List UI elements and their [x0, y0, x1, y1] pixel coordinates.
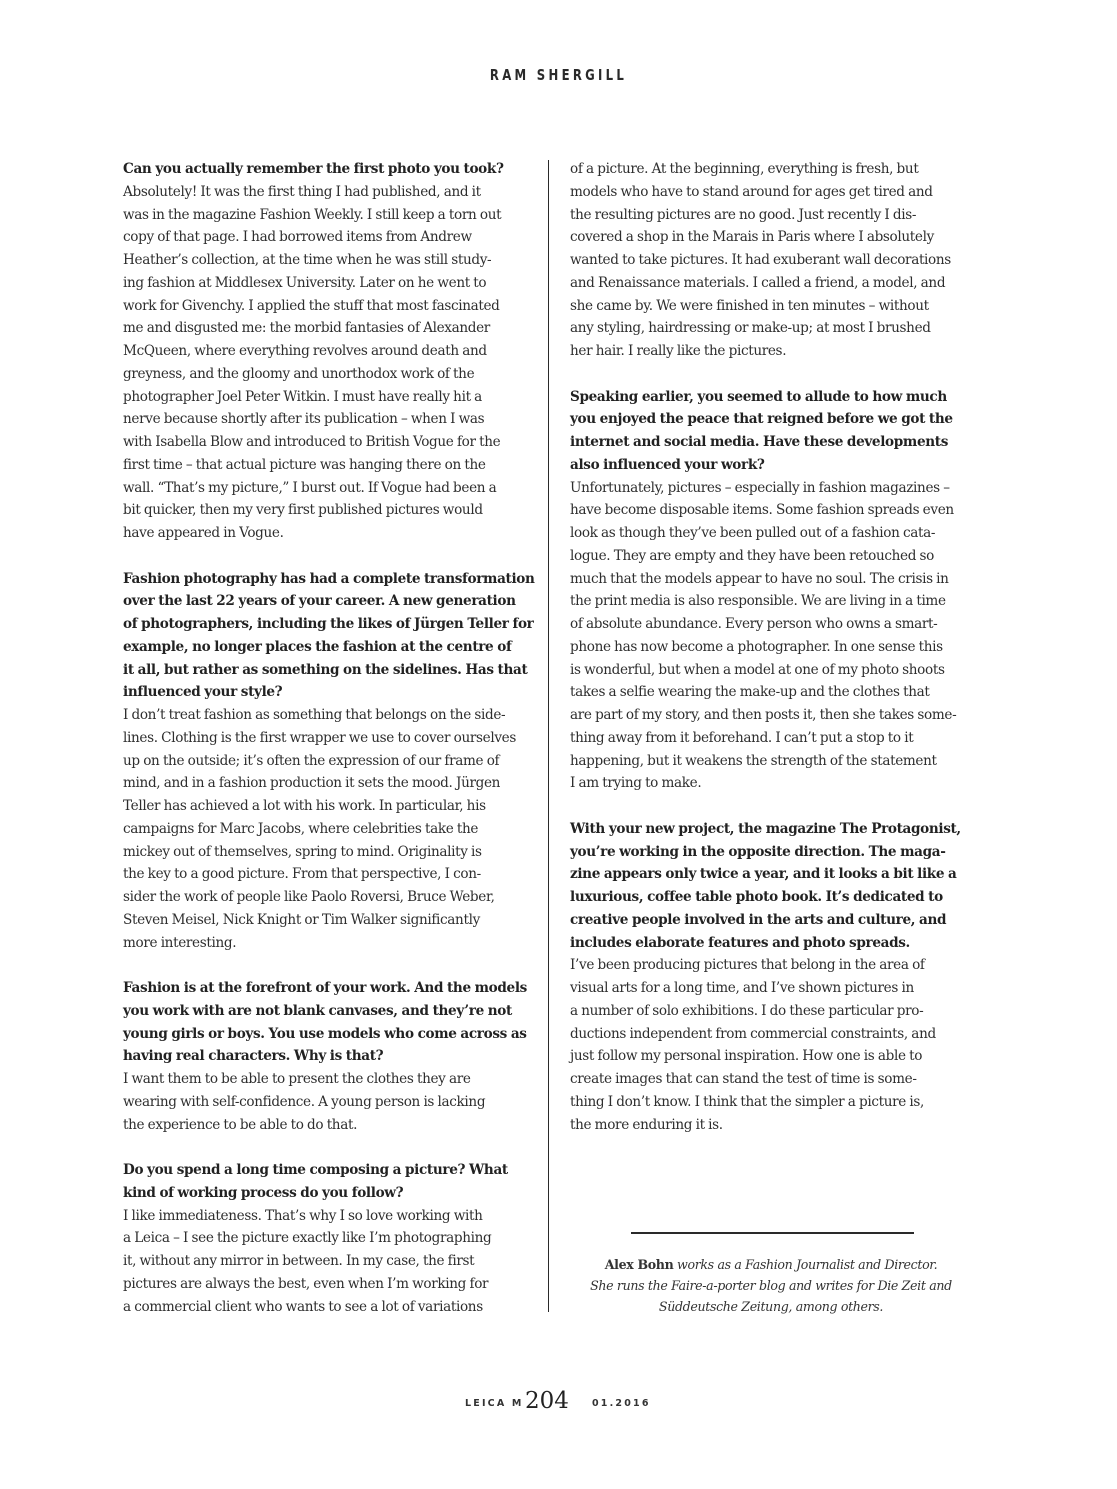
answer-line: visual arts for a long time, and I’ve shown pictures in [570, 980, 914, 996]
answer-line: happening, but it weakens the strength of the statement [570, 752, 937, 769]
answer-line: copy of that page. I had borrowed items from Andrew [123, 229, 472, 246]
footer-issue: 01.2016 [592, 1398, 651, 1409]
answer-line: thing away from it beforehand. I can’t put a stop to it [570, 729, 914, 746]
answer-line: the key to a good picture. From that perspective, I con- [123, 866, 481, 883]
answer-line: models who have to stand around for ages get tired and [570, 183, 933, 200]
question-line: luxurious, coffee table photo book. It’s dedicated to [570, 889, 943, 905]
answer-line: Teller has achieved a lot with his work. In particular, his [123, 798, 486, 814]
answer-line: wearing with self-confidence. A young person is lacking [123, 1093, 486, 1110]
answer-line: greyness, and the gloomy and unorthodox work of the [123, 365, 475, 382]
question-line: With your new project, the magazine The Protagonist, [570, 820, 961, 837]
question-line: over the last 22 years of your career. A new generation [123, 593, 516, 610]
answer-line: Unfortunately, pictures – especially in fashion magazines – [570, 479, 950, 496]
interview-question [570, 818, 976, 955]
answer-line: the experience to be able to do that. [123, 1116, 358, 1133]
column-divider [548, 160, 549, 1312]
answer-line: she came by. We were finished in ten minutes – without [570, 297, 929, 314]
answer-line: first time – that actual picture was hanging there on the [123, 456, 486, 473]
interview-question [123, 158, 529, 181]
bio-author-name: Alex Bohn [604, 1257, 674, 1272]
question-line: young girls or boys. You use models who come across as [123, 1025, 527, 1042]
answer-line: I don’t treat fashion as something that belongs on the side- [123, 707, 506, 723]
interview-question [123, 568, 535, 705]
question-line: you’re working in the opposite direction. The maga- [570, 843, 946, 860]
answer-line: takes a selfie wearing the make-up and the clothes that [570, 684, 930, 701]
bio-line-3: Süddeutsche Zeitung, among others. [658, 1299, 884, 1314]
interview-block [570, 386, 976, 796]
question-line: zine appears only twice a year, and it looks a bit like a [570, 866, 957, 883]
question-line: internet and social media. Have these developments [570, 434, 949, 450]
interview-block [570, 158, 976, 363]
answer-line: was in the magazine Fashion Weekly. I still keep a torn out [123, 206, 502, 223]
answer-line: pictures are always the best, even when I’m working for [123, 1275, 489, 1292]
bio-divider [631, 1232, 914, 1234]
question-line: creative people involved in the arts and culture, and [570, 911, 947, 928]
answer-line: her hair. I really like the pictures. [570, 343, 787, 359]
answer-line: mind, and in a fashion production it sets the mood. Jürgen [123, 775, 501, 792]
running-head-title: RAM SHERGILL [489, 66, 628, 84]
interview-question [123, 1159, 529, 1205]
question-line: includes elaborate features and photo spreads. [570, 934, 910, 951]
answer-line: I want them to be able to present the clothes they are [123, 1071, 471, 1087]
answer-line: ing fashion at Middlesex University. Later on he went to [123, 274, 487, 291]
answer-line: a Leica – I see the picture exactly like I’m photographing [123, 1230, 492, 1247]
answer-line: Heather’s collection, at the time when he was still study- [123, 252, 492, 268]
answer-line: much that the models appear to have no soul. The crisis in [570, 570, 949, 587]
question-line: kind of working process do you follow? [123, 1184, 404, 1201]
question-line: you enjoyed the peace that reigned before we got the [570, 411, 953, 428]
answer-line: sider the work of people like Paolo Roversi, Bruce Weber, [123, 889, 495, 905]
answer-line: I am trying to make. [570, 775, 702, 792]
interview-question [570, 386, 976, 477]
question-line: Fashion photography has had a complete transformation [123, 570, 535, 587]
bio-text: works as a Fashion Journalist and Director. [673, 1257, 938, 1272]
question-line: you work with are not blank canvases, and they’re not [123, 1002, 512, 1019]
answer-line: thing I don’t know. I think that the simpler a picture is, [570, 1093, 925, 1110]
page-number: 204 [525, 1388, 569, 1414]
interview-answer [123, 181, 529, 545]
answer-line: any styling, hairdressing or make-up; at most I brushed [570, 320, 931, 337]
answer-line: the print media is also responsible. We are living in a time [570, 593, 946, 610]
answer-line: logue. They are empty and they have been retouched so [570, 547, 935, 564]
answer-line: have appeared in Vogue. [123, 525, 284, 541]
interview-block [123, 568, 535, 955]
answer-line: mickey out of themselves, spring to mind. Originality is [123, 843, 482, 860]
answer-line: Absolutely! It was the first thing I had published, and it [123, 183, 481, 200]
answer-line: phone has now become a photographer. In one sense this [570, 638, 943, 655]
interview-answer [570, 158, 976, 363]
answer-line: with Isabella Blow and introduced to British Vogue for the [123, 434, 501, 450]
interview-answer [570, 954, 976, 1136]
answer-line: Steven Meisel, Nick Knight or Tim Walker significantly [123, 911, 480, 928]
interview-answer [123, 704, 529, 954]
question-line: Can you actually remember the first photo you took? [123, 161, 504, 177]
answer-line: and Renaissance materials. I called a friend, a model, and [570, 274, 946, 291]
answer-line: of a picture. At the beginning, everything is fresh, but [570, 161, 919, 177]
answer-line: lines. Clothing is the first wrapper we use to cover ourselves [123, 729, 516, 746]
answer-line: wall. “That’s my picture,” I burst out. If Vogue had been a [123, 479, 497, 496]
question-line: also influenced your work? [570, 456, 765, 473]
interview-block [123, 158, 529, 545]
answer-line: the more enduring it is. [570, 1116, 723, 1133]
answer-line: wanted to take pictures. It had exuberant wall decorations [570, 252, 951, 268]
bio-line-1 [570, 1254, 972, 1275]
interview-answer [123, 1068, 529, 1136]
answer-line: a number of solo exhibitions. I do these particular pro- [570, 1002, 924, 1019]
answer-line: covered a shop in the Marais in Paris where I absolutely [570, 229, 934, 246]
interview-answer [570, 477, 976, 796]
interview-block [123, 977, 529, 1136]
answer-line: I like immediateness. That’s why I so love working with [123, 1207, 483, 1224]
answer-line: up on the outside; it’s often the expression of our frame of [123, 752, 500, 769]
answer-line: it, without any mirror in between. In my case, the first [123, 1253, 475, 1269]
answer-line: a commercial client who wants to see a lot of variations [123, 1298, 483, 1315]
interview-block [123, 1159, 529, 1318]
footer-magazine-name: LEICA M [465, 1398, 524, 1409]
answer-line: of absolute abundance. Every person who owns a smart- [570, 616, 938, 632]
question-line: Do you spend a long time composing a picture? What [123, 1162, 508, 1178]
question-line: having real characters. Why is that? [123, 1048, 384, 1065]
question-line: Speaking earlier, you seemed to allude to how much [570, 388, 947, 405]
question-line: Fashion is at the forefront of your work. And the models [123, 980, 527, 996]
question-line: influenced your style? [123, 684, 283, 701]
left-column [123, 158, 535, 1341]
answer-line: ductions independent from commercial constraints, and [570, 1025, 936, 1042]
answer-line: photographer Joel Peter Witkin. I must have really hit a [123, 388, 482, 405]
question-line: example, no longer places the fashion at the centre of [123, 638, 512, 655]
answer-line: the resulting pictures are no good. Just recently I dis- [570, 206, 917, 223]
answer-line: create images that can stand the test of time is some- [570, 1071, 917, 1087]
answer-line: are part of my story, and then posts it, then she takes some- [570, 707, 957, 723]
answer-line: have become disposable items. Some fashion spreads even [570, 502, 954, 519]
answer-line: I’ve been producing pictures that belong in the area of [570, 957, 925, 974]
question-line: it all, but rather as something on the sidelines. Has that [123, 661, 528, 678]
bio-line-2: She runs the Faire-a-porter blog and writes for Die Zeit and [590, 1278, 952, 1293]
answer-line: campaigns for Marc Jacobs, where celebrities take the [123, 820, 479, 837]
author-bio [570, 1254, 972, 1317]
answer-line: work for Givenchy. I applied the stuff that most fascinated [123, 297, 500, 314]
right-column [570, 158, 976, 1159]
answer-line: me and disgusted me: the morbid fantasies of Alexander [123, 320, 490, 337]
answer-line: just follow my personal inspiration. How one is able to [570, 1048, 923, 1065]
page-footer [0, 1390, 1117, 1430]
interview-question [123, 977, 529, 1068]
interview-answer [123, 1205, 529, 1319]
answer-line: is wonderful, but when a model at one of my photo shoots [570, 661, 945, 678]
answer-line: nerve because shortly after its publication – when I was [123, 411, 485, 428]
question-line: of photographers, including the likes of Jürgen Teller for [123, 616, 534, 632]
answer-line: look as though they’ve been pulled out of a fashion cata- [570, 525, 936, 541]
answer-line: McQueen, where everything revolves around death and [123, 343, 487, 359]
interview-block [570, 818, 976, 1137]
answer-line: more interesting. [123, 934, 237, 951]
answer-line: bit quicker, then my very first published pictures would [123, 502, 483, 519]
